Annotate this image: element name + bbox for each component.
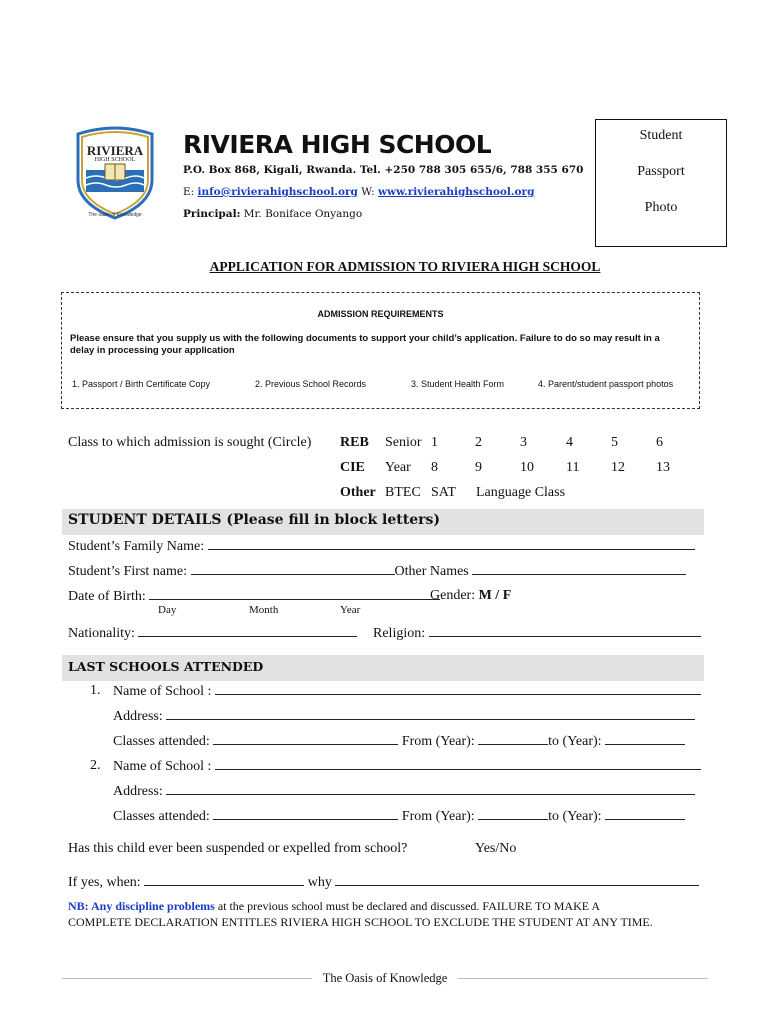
school-1-name-label: Name of School :: [113, 684, 212, 699]
cie-option-10[interactable]: 10: [520, 460, 534, 475]
email-link[interactable]: info@rivierahighschool.org: [197, 186, 358, 198]
requirements-box: [61, 292, 700, 409]
student-details-bar: [62, 509, 704, 535]
dob-row: [68, 588, 440, 605]
email-label: E:: [183, 186, 195, 198]
class-selection-label: Class to which admission is sought (Circle): [68, 435, 312, 450]
school-2-address-row: [113, 783, 695, 800]
religion-field[interactable]: [429, 625, 701, 637]
nationality-field[interactable]: [138, 625, 357, 637]
cie-option-8[interactable]: 8: [431, 460, 438, 475]
other-label: Other: [340, 485, 376, 500]
reb-option-3[interactable]: 3: [520, 435, 527, 450]
suspension-answer[interactable]: Yes/No: [475, 841, 517, 856]
reb-option-1[interactable]: 1: [431, 435, 438, 450]
logo-motto: The oasis of Knowledge: [88, 212, 142, 218]
reb-option-5[interactable]: 5: [611, 435, 618, 450]
form-title: APPLICATION FOR ADMISSION TO RIVIERA HIGH SCHOOL: [209, 259, 601, 274]
gender-options[interactable]: M / F: [478, 588, 512, 603]
requirements-title: ADMISSION REQUIREMENTS: [317, 309, 444, 319]
gender-label: Gender:: [430, 588, 476, 603]
school-crest-icon: [72, 124, 158, 222]
other-option-btec[interactable]: BTEC: [385, 485, 421, 500]
principal-line: [183, 208, 362, 220]
school-1-classes-label: Classes attended:: [113, 734, 210, 749]
school-2-name-row: [113, 758, 701, 775]
school-1-to-field[interactable]: [605, 733, 685, 745]
dob-field[interactable]: [149, 588, 440, 600]
contact-line: [183, 186, 534, 198]
logo-subtitle: HIGH SCHOOL: [94, 157, 136, 163]
nb-label: NB: Any discipline problems: [68, 899, 215, 913]
requirement-item: 2. Previous School Records: [255, 379, 367, 389]
nb-text-1: at the previous school must be declared and discussed. FAILURE TO MAKE A: [214, 899, 601, 913]
school-logo: [72, 124, 158, 222]
why-label: why: [307, 875, 332, 890]
cie-option-13[interactable]: 13: [656, 460, 670, 475]
family-name-row: [68, 538, 695, 555]
last-schools-bar: [62, 655, 704, 681]
school-2-classes-field[interactable]: [213, 808, 398, 820]
principal-name: Mr. Boniface Onyango: [243, 208, 363, 220]
school-2-address-label: Address:: [113, 784, 163, 799]
gender-row: [430, 588, 511, 604]
photo-box-line-1: Student: [639, 128, 683, 143]
school-2-classes-label: Classes attended:: [113, 809, 210, 824]
if-yes-when-field[interactable]: [144, 874, 304, 886]
principal-label: Principal:: [183, 208, 241, 220]
school-2-address-field[interactable]: [166, 783, 695, 795]
family-name-field[interactable]: [208, 538, 695, 550]
web-label: W:: [361, 186, 375, 198]
student-details-heading: STUDENT DETAILS (Please fill in block letters): [68, 512, 441, 528]
dob-label: Date of Birth:: [68, 589, 146, 604]
cie-label: CIE: [340, 460, 365, 475]
dob-day-hint: Day: [158, 604, 177, 616]
school-2-name-field[interactable]: [215, 758, 701, 770]
reb-option-4[interactable]: 4: [566, 435, 573, 450]
photo-box-line-3: Photo: [644, 200, 678, 215]
reb-option-6[interactable]: 6: [656, 435, 663, 450]
requirements-note: Please ensure that you supply us with the following documents to support your child’s application. Failure to do so may result in a delay in processing your application: [70, 333, 660, 356]
school-1-from-field[interactable]: [478, 733, 548, 745]
dob-year-hint: Year: [340, 604, 361, 616]
other-names-field[interactable]: [472, 563, 686, 575]
family-name-label: Student’s Family Name:: [68, 539, 205, 554]
school-1-address-row: [113, 708, 695, 725]
reb-label: REB: [340, 435, 369, 450]
school-1-classes-row: [113, 733, 685, 750]
school-2-name-label: Name of School :: [113, 759, 212, 774]
cie-option-9[interactable]: 9: [475, 460, 482, 475]
school-2-to-label: to (Year):: [548, 809, 602, 824]
last-schools-heading: LAST SCHOOLS ATTENDED: [68, 659, 264, 674]
religion-row: [373, 625, 701, 642]
cie-option-11[interactable]: 11: [566, 460, 580, 475]
cie-option-12[interactable]: 12: [611, 460, 625, 475]
school-2-from-label: From (Year):: [401, 809, 475, 824]
school-1-name-field[interactable]: [215, 683, 701, 695]
school-1-classes-field[interactable]: [213, 733, 398, 745]
first-name-row: [68, 563, 686, 580]
reb-option-2[interactable]: 2: [475, 435, 482, 450]
school-1-address-field[interactable]: [166, 708, 695, 720]
other-option-language[interactable]: Language Class: [476, 485, 566, 500]
photo-box-line-2: Passport: [637, 164, 685, 179]
nationality-row: [68, 625, 357, 642]
footer-motto: The Oasis of Knowledge: [322, 971, 448, 985]
other-names-label: Other Names: [394, 564, 469, 579]
school-1-number: 1.: [90, 683, 101, 698]
cie-sublabel: Year: [385, 460, 411, 475]
school-2-number: 2.: [90, 758, 101, 773]
school-name: RIVIERA HIGH SCHOOL: [183, 130, 492, 159]
other-option-sat[interactable]: SAT: [431, 485, 456, 500]
school-address: P.O. Box 868, Kigali, Rwanda. Tel. +250 788 305 655/6, 788 355 670: [183, 164, 584, 176]
first-name-field[interactable]: [191, 563, 395, 575]
reb-sublabel: Senior: [385, 435, 422, 450]
school-1-from-label: From (Year):: [401, 734, 475, 749]
suspension-question: Has this child ever been suspended or expelled from school?: [68, 841, 408, 856]
passport-photo-box[interactable]: [595, 119, 727, 247]
school-2-to-field[interactable]: [605, 808, 685, 820]
if-yes-label: If yes, when:: [68, 875, 141, 890]
first-name-label: Student’s First name:: [68, 564, 187, 579]
requirement-item: 1. Passport / Birth Certificate Copy: [72, 379, 211, 389]
website-link[interactable]: www.rivierahighschool.org: [378, 186, 535, 198]
school-2-classes-row: [113, 808, 685, 825]
school-1-name-row: [113, 683, 701, 700]
nb-text-2: COMPLETE DECLARATION ENTITLES RIVIERA HIGH SCHOOL TO EXCLUDE THE STUDENT AT ANY TIME.: [68, 915, 653, 929]
school-1-address-label: Address:: [113, 709, 163, 724]
why-field[interactable]: [335, 874, 699, 886]
if-yes-row: [68, 874, 699, 891]
school-1-to-label: to (Year):: [548, 734, 602, 749]
nationality-label: Nationality:: [68, 626, 135, 641]
nb-notice: [68, 898, 708, 930]
requirement-item: 4. Parent/student passport photos: [538, 379, 674, 389]
school-2-from-field[interactable]: [478, 808, 548, 820]
dob-month-hint: Month: [249, 604, 279, 616]
religion-label: Religion:: [373, 626, 426, 641]
logo-title: RIVIERA: [86, 143, 144, 158]
requirement-item: 3. Student Health Form: [411, 379, 505, 389]
